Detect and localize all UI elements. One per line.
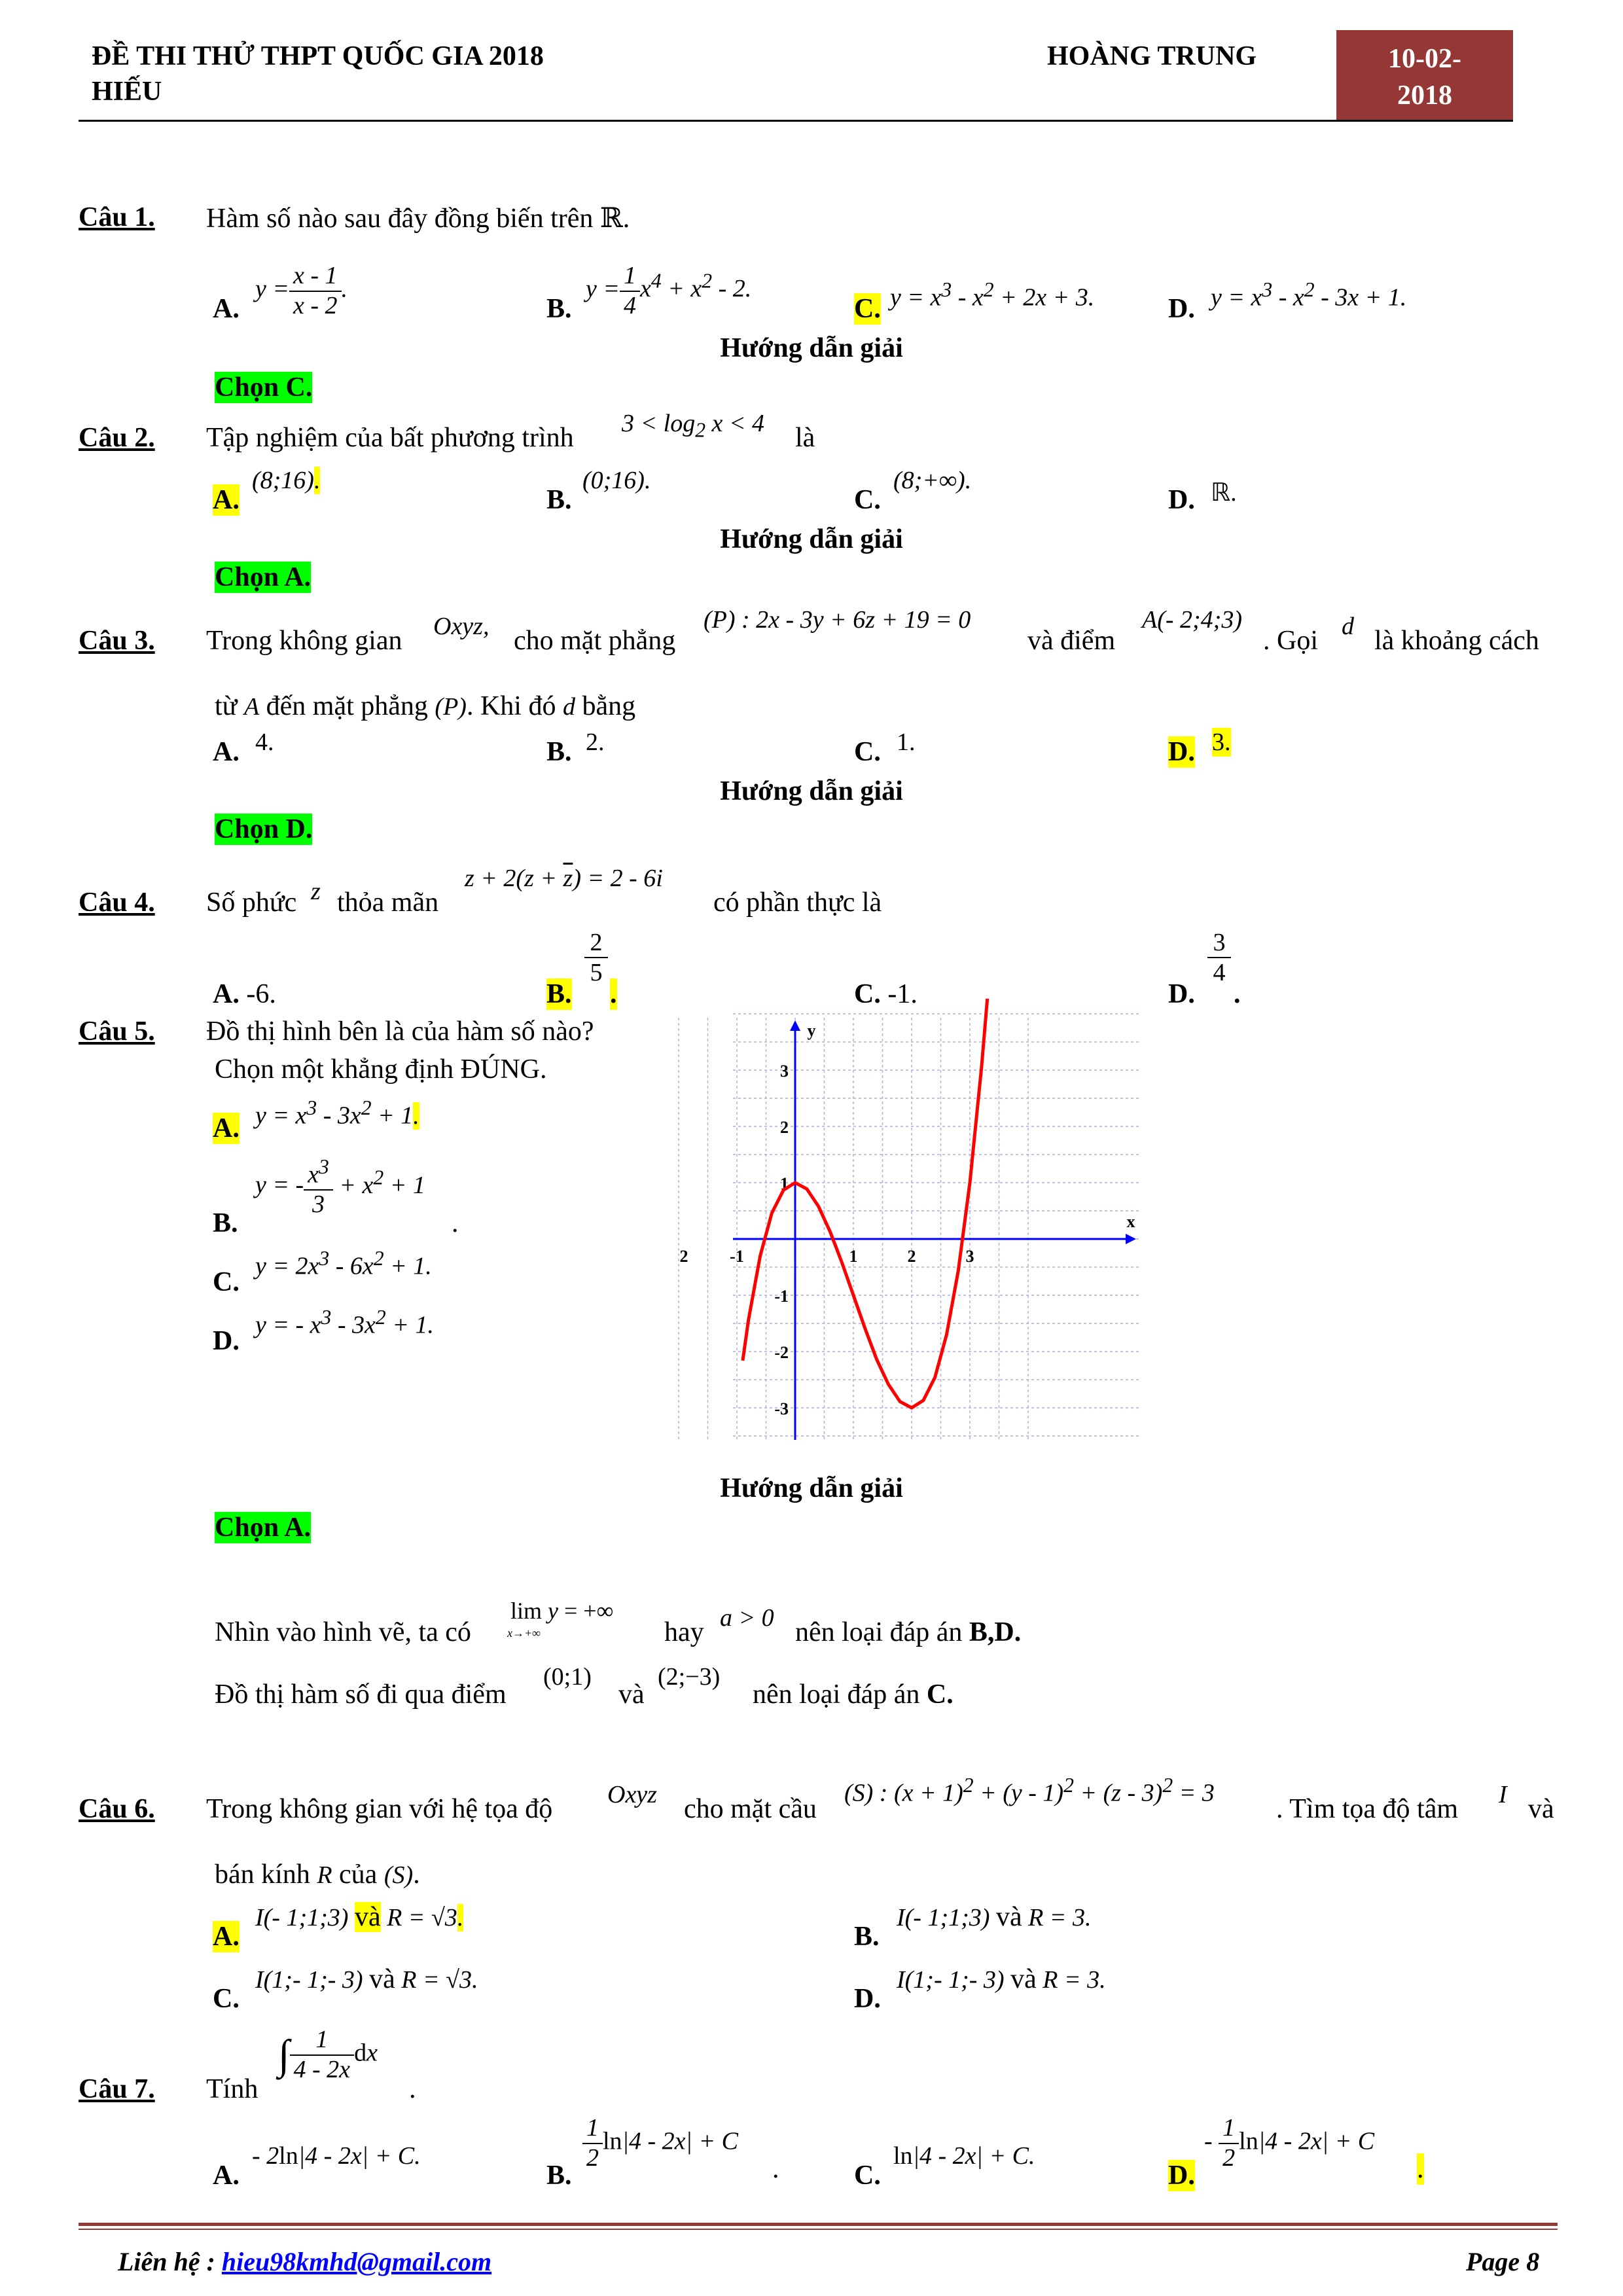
explanation-text: Đồ thị hàm số đi qua điểm bbox=[215, 1679, 507, 1710]
option-letter-correct: A. bbox=[213, 1113, 240, 1143]
footer-rule bbox=[79, 2223, 1558, 2226]
explanation-text bbox=[795, 1617, 1021, 1648]
y-tick-label: 2 bbox=[780, 1118, 789, 1137]
chosen-answer: Chọn D. bbox=[215, 814, 313, 844]
option-math: y = $\frac{1}{4}$ $x^4 + x^2 - 2$. bbox=[586, 262, 752, 319]
question-math: z bbox=[311, 878, 321, 905]
option-letter: D. bbox=[1168, 294, 1195, 324]
option-letter bbox=[854, 978, 918, 1010]
question-label: Câu 5. bbox=[79, 1016, 155, 1047]
option-letter: C. bbox=[213, 1267, 240, 1297]
y-tick-label: 3 bbox=[780, 1062, 789, 1081]
question-stem: là bbox=[795, 423, 815, 453]
explanation-bold: B,D. bbox=[969, 1617, 1022, 1647]
question-stem: Đồ thị hình bên là của hàm số nào? bbox=[206, 1016, 594, 1047]
explanation-math: (2;−3) bbox=[658, 1663, 721, 1691]
option-math: $\frac{1}{2}$ ln|4 - 2x| + C bbox=[582, 2114, 738, 2172]
option-letter: B. bbox=[546, 2161, 572, 2191]
exam-date-line2: 2018 bbox=[1397, 81, 1452, 111]
question-stem: và điểm bbox=[1027, 626, 1116, 656]
y-tick-label: -3 bbox=[774, 1399, 789, 1418]
option-letter-correct: D. bbox=[1168, 737, 1195, 767]
question-math: (P) : 2x - 3y + 6z + 19 = 0 bbox=[704, 606, 971, 634]
option-letter-text: C. bbox=[854, 979, 881, 1009]
footer-email-link[interactable]: hieu98kmhd@gmail.com bbox=[221, 2247, 492, 2276]
option-tail: . bbox=[452, 1208, 459, 1238]
explanation-math: (0;1) bbox=[543, 1663, 592, 1691]
option-letter-correct: C. bbox=[854, 294, 881, 324]
question-stem: Trong không gian bbox=[206, 626, 402, 656]
fraction-denominator: 4 bbox=[1213, 959, 1226, 986]
question-label: Câu 4. bbox=[79, 888, 155, 918]
option-letter: D. bbox=[213, 1326, 240, 1356]
question-math: Oxyz, bbox=[433, 613, 490, 640]
question-label: Câu 3. bbox=[79, 626, 155, 656]
option-letter: A. bbox=[213, 294, 240, 324]
question-label: Câu 6. bbox=[79, 1794, 155, 1824]
option-letter-text: A. bbox=[213, 979, 240, 1009]
option-letter-correct: D. bbox=[1168, 2161, 1195, 2191]
option-tail: . bbox=[610, 979, 617, 1009]
question-stem: cho mặt phẳng bbox=[514, 626, 676, 656]
explanation-text-span: nên loại đáp án bbox=[795, 1617, 963, 1647]
question-stem: Tính bbox=[206, 2074, 259, 2104]
option-math: y = - $x^3 - 3x^2 + 1$. bbox=[255, 1306, 434, 1339]
option-math: 1. bbox=[897, 728, 916, 756]
option-math: 2. bbox=[586, 728, 605, 756]
option-letter-correct: A. bbox=[213, 485, 240, 515]
question-stem: cho mặt cầu bbox=[684, 1794, 817, 1824]
page-number: Page 8 bbox=[1466, 2247, 1540, 2276]
question-stem: Số phức bbox=[206, 888, 297, 918]
chosen-answer: Chọn A. bbox=[215, 562, 312, 592]
author-name: HOÀNG TRUNG bbox=[1047, 41, 1257, 71]
option-tail: . bbox=[1234, 979, 1241, 1009]
fraction-numerator: 2 bbox=[584, 928, 608, 958]
option-math: ℝ. bbox=[1211, 479, 1237, 507]
fraction-numerator: 3 bbox=[1207, 928, 1231, 958]
option-letter: B. bbox=[546, 737, 572, 767]
option-math: I(1;- 1;- 3) và R = √3. bbox=[255, 1964, 478, 1994]
x-tick-label: 3 bbox=[965, 1247, 974, 1266]
option-math: $y = x^3 - x^2 + 2x + 3$. bbox=[890, 278, 1095, 312]
explanation-text bbox=[753, 1679, 954, 1710]
option-math: 3. bbox=[1212, 728, 1231, 756]
question-stem: Tập nghiệm của bất phương trình bbox=[206, 423, 574, 453]
question-stem: Hàm số nào sau đây đồng biến trên ℝ. bbox=[206, 204, 630, 234]
explanation-text: và bbox=[618, 1679, 645, 1710]
question-stem: Chọn một khẳng định ĐÚNG. bbox=[215, 1054, 547, 1085]
option-math: -6. bbox=[246, 979, 276, 1009]
option-letter: D. bbox=[1168, 485, 1195, 515]
y-tick-label: -1 bbox=[774, 1287, 789, 1306]
question-stem: từ A đến mặt phẳng (P). Khi đó d bằng bbox=[215, 691, 636, 721]
option-letter: A. bbox=[213, 2161, 240, 2191]
header-rule bbox=[79, 120, 1513, 122]
guide-heading: Hướng dẫn giải bbox=[720, 333, 903, 363]
question-stem: có phần thực là bbox=[713, 888, 882, 918]
option-fraction bbox=[1207, 928, 1231, 987]
question-stem: và bbox=[1528, 1794, 1554, 1824]
option-math: I(1;- 1;- 3) và R = 3. bbox=[897, 1964, 1106, 1994]
question-math: (S) : $(x + 1)^2 + (y - 1)^2 + (z - 3)^2 = 3$ bbox=[844, 1774, 1215, 1807]
cubic-function-graph bbox=[679, 1018, 1139, 1440]
option-math: (0;16). bbox=[582, 467, 651, 494]
option-letter: C. bbox=[854, 2161, 881, 2191]
option-fraction bbox=[584, 928, 608, 987]
exam-date bbox=[1336, 41, 1513, 114]
question-math: d bbox=[1342, 613, 1354, 640]
explanation-bold: C. bbox=[926, 1679, 954, 1710]
option-math: $y = x^3 - 3x^2 + 1$. bbox=[255, 1096, 419, 1130]
option-letter: C. bbox=[213, 1984, 240, 2014]
graph-grid bbox=[679, 1014, 1139, 1440]
option-math: ln|4 - 2x| + C. bbox=[893, 2142, 1035, 2170]
option-letter-correct: B. bbox=[546, 979, 572, 1009]
x-axis-arrow bbox=[1126, 1234, 1136, 1244]
graph-tick-labels bbox=[680, 1021, 1135, 1418]
option-tail: . bbox=[409, 2074, 416, 2104]
option-letter: B. bbox=[546, 485, 572, 515]
exam-date-line1: 10-02- bbox=[1388, 44, 1461, 74]
y-tick-label: 1 bbox=[780, 1174, 789, 1193]
option-letter: C. bbox=[854, 737, 881, 767]
explanation-text-span: nên loại đáp án bbox=[753, 1679, 920, 1710]
question-stem: Trong không gian với hệ tọa độ bbox=[206, 1794, 553, 1824]
x-tick-label: 2 bbox=[679, 1247, 688, 1266]
x-axis-label: x bbox=[1126, 1212, 1135, 1231]
option-letter-correct: A. bbox=[213, 1922, 240, 1952]
x-tick-label: 1 bbox=[849, 1247, 858, 1266]
option-math: I(- 1;1;3) và R = 3. bbox=[897, 1902, 1092, 1932]
limit-word: lim y = +∞ bbox=[510, 1598, 614, 1624]
guide-heading: Hướng dẫn giải bbox=[720, 524, 903, 554]
explanation-text: hay bbox=[664, 1617, 704, 1647]
option-math: $y = x^3 - x^2 - 3x + 1$. bbox=[1211, 278, 1407, 312]
option-math: - $\frac{1}{2}$ ln|4 - 2x| + C bbox=[1204, 2114, 1375, 2172]
question-label: Câu 2. bbox=[79, 423, 155, 453]
x-tick-label: 2 bbox=[907, 1247, 916, 1266]
exam-title: ĐỀ THI THỬ THPT QUỐC GIA 2018 bbox=[92, 41, 544, 71]
question-stem: . Gọi bbox=[1263, 626, 1318, 656]
option-letter: B. bbox=[213, 1208, 238, 1238]
exam-title-line2: HIẾU bbox=[92, 77, 162, 107]
option-letter: B. bbox=[854, 1922, 880, 1952]
question-label: Câu 1. bbox=[79, 202, 155, 232]
option-math: $y = 2x^3 - 6x^2 + 1$. bbox=[255, 1247, 432, 1280]
option-math: (8;16). bbox=[252, 467, 321, 494]
option-math: y = - $\frac{x^3}{3}$ + $x^2 + 1$ bbox=[255, 1155, 425, 1219]
y-axis-arrow bbox=[790, 1020, 800, 1031]
chosen-answer: Chọn A. bbox=[215, 1513, 312, 1543]
question-stem: là khoảng cách bbox=[1374, 626, 1539, 656]
option-letter: D. bbox=[1168, 979, 1195, 1009]
explanation-text: Nhìn vào hình vẽ, ta có bbox=[215, 1617, 471, 1647]
option-math: 4. bbox=[255, 728, 274, 756]
footer-rule-thin bbox=[79, 2229, 1558, 2230]
option-math: - 2ln|4 - 2x| + C. bbox=[252, 2142, 421, 2170]
option-tail: . bbox=[1417, 2154, 1424, 2184]
option-letter: B. bbox=[546, 294, 572, 324]
guide-heading: Hướng dẫn giải bbox=[720, 776, 903, 806]
question-stem: thỏa mãn bbox=[337, 888, 439, 918]
option-math: y = $\frac{x - 1}{x - 2}$ . bbox=[255, 262, 348, 319]
fraction-denominator: 5 bbox=[590, 959, 603, 986]
option-letter bbox=[213, 978, 276, 1010]
question-math: $z + 2(z + \overline{z}) = 2 - 6i$ bbox=[465, 865, 663, 892]
footer-contact-label: Liên hệ : bbox=[118, 2247, 215, 2276]
option-letter: C. bbox=[854, 485, 881, 515]
question-stem: . Tìm tọa độ tâm bbox=[1276, 1794, 1459, 1824]
question-math: ∫ $\frac{1}{4 - 2x}$ dx bbox=[278, 2026, 378, 2083]
question-math: I bbox=[1499, 1781, 1507, 1808]
footer-contact bbox=[118, 2246, 491, 2277]
question-math: A(- 2;4;3) bbox=[1142, 606, 1242, 634]
guide-heading: Hướng dẫn giải bbox=[720, 1473, 903, 1503]
option-letter: D. bbox=[854, 1984, 881, 2014]
option-math: I(- 1;1;3) và R = √3. bbox=[255, 1902, 464, 1932]
y-tick-label: -2 bbox=[774, 1343, 789, 1362]
question-math: Oxyz bbox=[607, 1781, 657, 1808]
option-tail: . bbox=[772, 2154, 779, 2184]
option-letter: A. bbox=[213, 737, 240, 767]
question-label: Câu 7. bbox=[79, 2074, 155, 2104]
chosen-answer: Chọn C. bbox=[215, 372, 313, 403]
x-tick-label: -1 bbox=[730, 1247, 744, 1266]
y-axis-label: y bbox=[807, 1021, 816, 1040]
option-math: (8;+∞). bbox=[893, 467, 972, 494]
limit-subscript: x→+∞ bbox=[507, 1626, 541, 1640]
explanation-math: a > 0 bbox=[720, 1604, 774, 1632]
option-math: -1. bbox=[887, 979, 918, 1009]
question-math: $3 < \log_2 x < 4$ bbox=[622, 410, 765, 442]
question-stem: bán kính R của (S). bbox=[215, 1859, 420, 1890]
